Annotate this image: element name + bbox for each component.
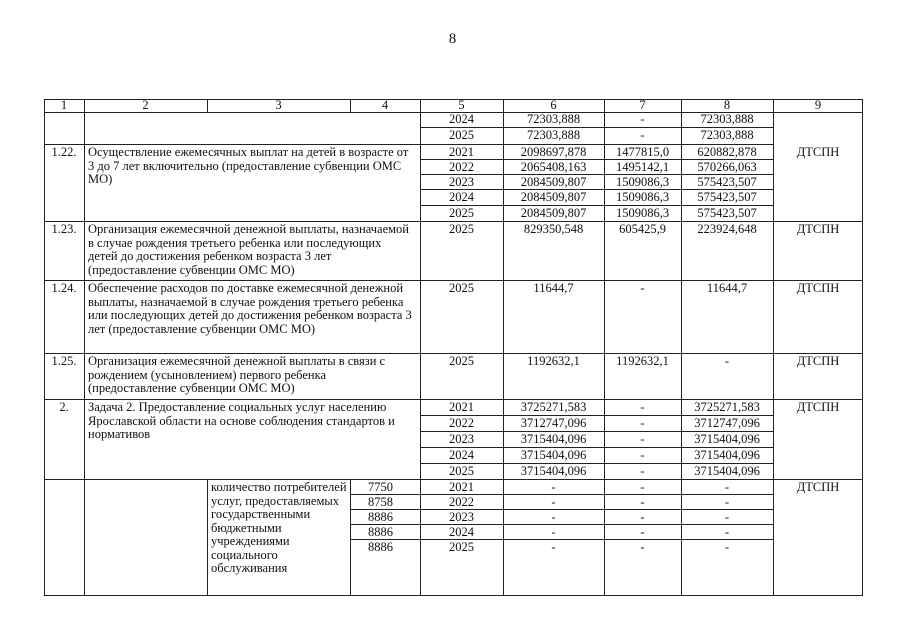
regional-cell: -	[724, 540, 730, 554]
year-cell: 2024	[449, 525, 474, 539]
executor-cell: ДТСПН	[796, 145, 840, 159]
federal-cell: -	[640, 112, 645, 126]
item-number: 1.25.	[51, 354, 77, 368]
header-col-5: 5	[458, 98, 465, 112]
federal-cell: -	[640, 281, 645, 295]
federal-cell: 1495142,1	[615, 160, 670, 174]
federal-cell: 1509086,3	[615, 190, 670, 204]
year-cell: 2021	[449, 480, 474, 494]
total-cell: 3715404,096	[520, 464, 587, 478]
federal-cell: 1192632,1	[616, 354, 669, 368]
header-col-3: 3	[275, 98, 282, 112]
indicator-value: 8886	[368, 510, 393, 524]
regional-cell: 72303,888	[700, 112, 754, 126]
regional-cell: -	[724, 480, 730, 494]
regional-cell: 223924,648	[697, 222, 757, 236]
year-cell: 2025	[449, 281, 474, 295]
header-col-6: 6	[550, 98, 557, 112]
year-cell: 2021	[449, 400, 474, 414]
regional-cell: 3712747,096	[694, 416, 760, 430]
indicator-value: 8886	[368, 540, 393, 554]
total-cell: 3712747,096	[520, 416, 587, 430]
regional-cell: -	[724, 525, 730, 539]
federal-cell: -	[640, 128, 645, 142]
executor-cell: ДТСПН	[796, 480, 840, 494]
year-cell: 2023	[449, 432, 474, 446]
indicator-value: 8758	[368, 495, 393, 509]
indicator-value: 7750	[368, 480, 393, 494]
year-cell: 2024	[449, 190, 474, 204]
regional-cell: 570266,063	[697, 160, 757, 174]
item-description: Обеспечение расходов по доставке ежемесячной денежной выплаты, назначаемой в случае рождения третьего ребенка или последующих детей до достижения ребенком возраста 3 лет (предоставление субвенции ОМС МО)	[88, 281, 412, 336]
federal-cell: -	[640, 464, 645, 478]
regional-cell: -	[724, 354, 730, 368]
regional-cell: 620882,878	[697, 145, 757, 159]
total-cell: -	[551, 480, 556, 494]
header-col-2: 2	[142, 98, 149, 112]
federal-cell: 1509086,3	[615, 206, 670, 220]
year-cell: 2025	[449, 464, 474, 478]
total-cell: 72303,888	[526, 128, 581, 142]
total-cell: 2065408,163	[520, 160, 587, 174]
item-number: 2.	[59, 400, 69, 414]
item-description: Организация ежемесячной денежной выплаты в связи с рождением (усыновлением) первого ребенка (предоставление субвенции ОМС МО)	[88, 354, 386, 395]
year-cell: 2021	[449, 145, 474, 159]
item-description: Осуществление ежемесячных выплат на детей в возрасте от 3 до 7 лет включительно (предоставление субвенции ОМС МО)	[88, 145, 409, 186]
year-cell: 2022	[449, 495, 474, 509]
item-number: 1.23.	[51, 222, 77, 236]
budget-table	[44, 99, 863, 596]
total-cell: 2084509,807	[520, 190, 587, 204]
executor-cell: ДТСПН	[796, 222, 840, 236]
executor-cell: ДТСПН	[796, 281, 840, 295]
total-cell: -	[551, 540, 556, 554]
page-number: 8	[448, 31, 457, 47]
regional-cell: 3725271,583	[694, 400, 760, 414]
total-cell: 72303,888	[526, 112, 581, 126]
federal-cell: -	[640, 525, 645, 539]
total-cell: 2098697,878	[520, 145, 587, 159]
federal-cell: -	[640, 448, 645, 462]
year-cell: 2023	[449, 175, 474, 189]
federal-cell: -	[640, 480, 645, 494]
header-col-8: 8	[723, 98, 731, 112]
indicator-value: 8886	[368, 525, 393, 539]
federal-cell: 1509086,3	[615, 175, 670, 189]
total-cell: 3725271,583	[520, 400, 587, 414]
federal-cell: -	[640, 400, 645, 414]
regional-cell: 575423,507	[697, 175, 757, 189]
header-col-4: 4	[381, 98, 389, 112]
regional-cell: 575423,507	[697, 190, 757, 204]
regional-cell: 72303,888	[700, 128, 754, 142]
year-cell: 2024	[449, 112, 474, 126]
executor-cell: ДТСПН	[796, 354, 840, 368]
federal-cell: -	[640, 416, 645, 430]
total-cell: 3715404,096	[520, 448, 587, 462]
total-cell: -	[551, 510, 556, 524]
item-description: Организация ежемесячной денежной выплаты, назначаемой в случае рождения третьего ребенка или последующих детей до достижения ребенком возраста 3 лет (предоставление субвенции ОМС МО)	[88, 222, 409, 277]
year-cell: 2023	[449, 510, 474, 524]
header-col-1: 1	[60, 98, 68, 112]
regional-cell: 3715404,096	[694, 464, 760, 478]
indicator-label: количество потребителей услуг, предоставляемых государственными бюджетными учреждениями социального обслуживания	[211, 480, 347, 575]
total-cell: 1192632,1	[527, 354, 580, 368]
federal-cell: -	[640, 432, 645, 446]
federal-cell: -	[640, 495, 645, 509]
regional-cell: -	[724, 495, 730, 509]
item-number: 1.22.	[51, 145, 77, 159]
item-description: Задача 2. Предоставление социальных услуг населению Ярославской области на основе соблюдения стандартов и нормативов	[88, 400, 395, 441]
header-col-7: 7	[639, 98, 646, 112]
federal-cell: -	[640, 540, 645, 554]
total-cell: 11644,7	[533, 281, 574, 295]
year-cell: 2022	[449, 160, 474, 174]
regional-cell: 575423,507	[697, 206, 757, 220]
executor-cell: ДТСПН	[796, 400, 840, 414]
header-col-9: 9	[814, 98, 822, 112]
total-cell: -	[551, 495, 556, 509]
federal-cell: 605425,9	[619, 222, 666, 236]
regional-cell: -	[724, 510, 730, 524]
year-cell: 2025	[449, 354, 474, 368]
federal-cell: 1477815,0	[615, 145, 670, 159]
regional-cell: 3715404,096	[694, 432, 760, 446]
year-cell: 2025	[449, 222, 474, 236]
year-cell: 2024	[449, 448, 474, 462]
regional-cell: 3715404,096	[694, 448, 760, 462]
item-number: 1.24.	[51, 281, 77, 295]
total-cell: -	[551, 525, 556, 539]
total-cell: 829350,548	[523, 222, 584, 236]
federal-cell: -	[640, 510, 645, 524]
regional-cell: 11644,7	[706, 281, 748, 295]
total-cell: 2084509,807	[520, 175, 587, 189]
total-cell: 2084509,807	[520, 206, 587, 220]
year-cell: 2025	[449, 128, 474, 142]
year-cell: 2025	[449, 206, 474, 220]
total-cell: 3715404,096	[520, 432, 587, 446]
year-cell: 2025	[449, 540, 474, 554]
year-cell: 2022	[449, 416, 474, 430]
